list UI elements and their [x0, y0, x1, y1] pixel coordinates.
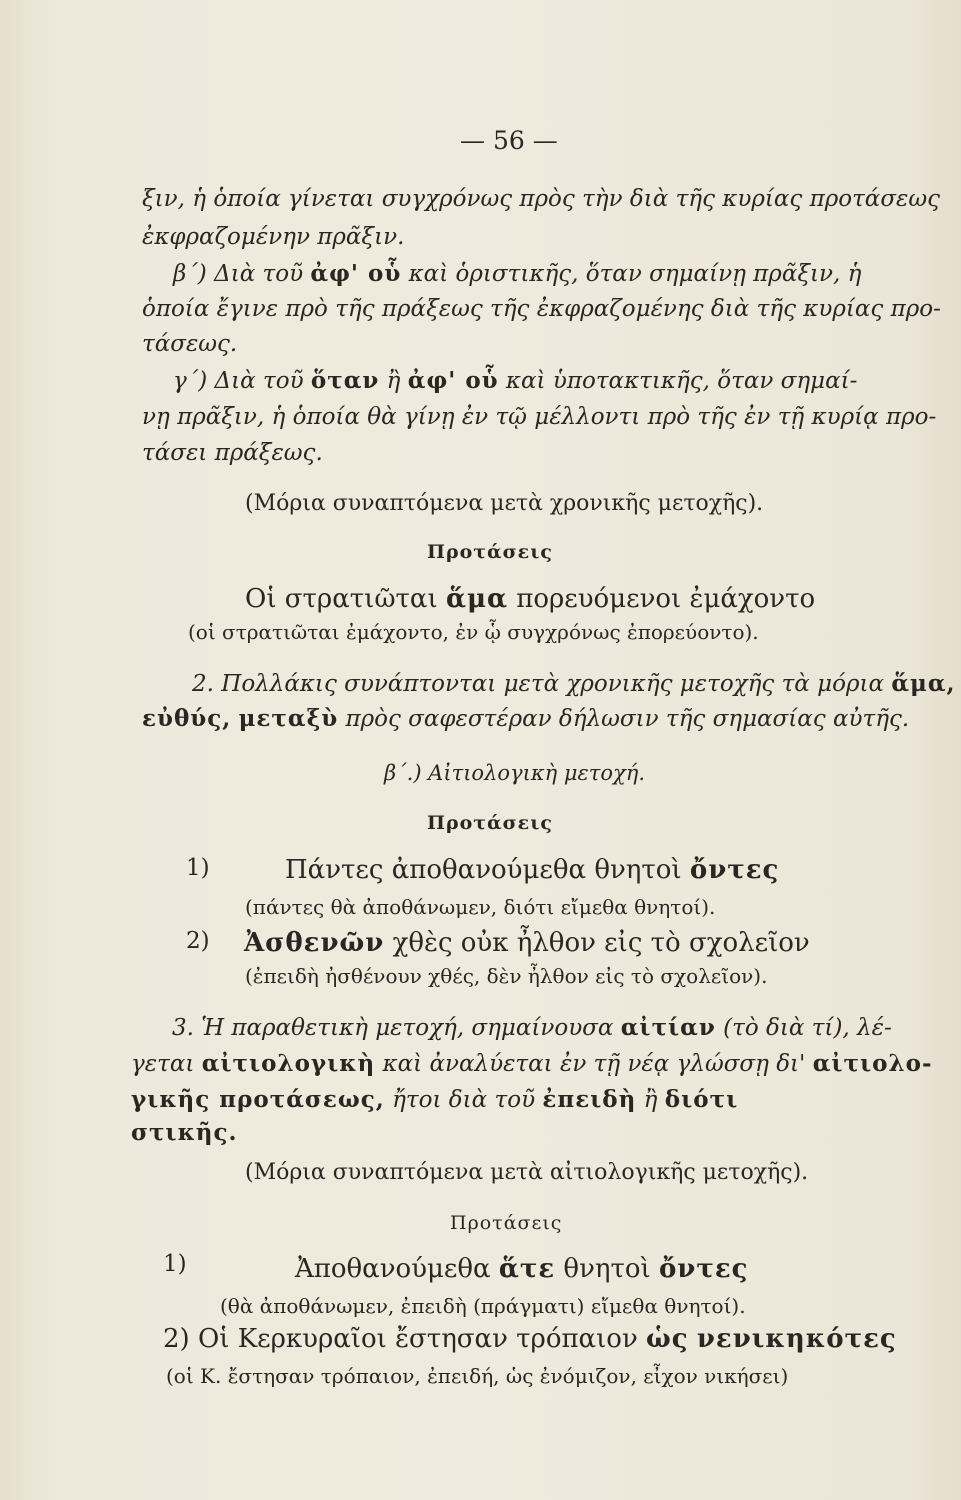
example-number: 1) — [186, 855, 210, 881]
text-line: γεται αἰτιολογικὴ καὶ ἀναλύεται ἐν τῇ νέᾳ γλώσσῃ δι' αἰτιολο- — [131, 1050, 933, 1077]
example-number: 2) — [186, 928, 210, 954]
text-line: 2. Πολλάκις συνάπτονται μετὰ χρονικῆς μετοχῆς τὰ μόρια ἅμα, — [192, 670, 956, 697]
example-gloss: (ἐπειδὴ ἠσθένουν χθές, δὲν ἦλθον εἰς τὸ σχολεῖον). — [245, 964, 768, 988]
page-number: — 56 — — [460, 126, 558, 155]
text-line: τάσει πράξεως. — [142, 440, 323, 466]
example-gloss: (οἱ στρατιῶται ἐμάχοντο, ἐν ᾧ συγχρόνως ἐπορεύοντο). — [188, 620, 759, 644]
example-line: Ἀσθενῶν χθὲς οὐκ ἦλθον εἰς τὸ σχολεῖον — [244, 928, 810, 958]
example-line: 2) Οἱ Κερκυραῖοι ἔστησαν τρόπαιον ὡς νενικηκότες — [163, 1324, 897, 1354]
text-line: νῃ πρᾶξιν, ἡ ὁποία θὰ γίνῃ ἐν τῷ μέλλοντι πρὸ τῆς ἐν τῇ κυρίᾳ προ- — [142, 404, 937, 430]
subsection-title: β΄.) Αἰτιολογικὴ μετοχή. — [384, 761, 646, 785]
text-line: εὐθύς, μεταξὺ πρὸς σαφεστέραν δήλωσιν τῆς σημασίας αὐτῆς. — [142, 705, 910, 732]
section-heading: Προτάσεις — [450, 1212, 563, 1234]
text-line: β΄) Διὰ τοῦ ἀφ' οὗ καὶ ὁριστικῆς, ὅταν σημαίνῃ πρᾶξιν, ἡ — [173, 260, 862, 287]
example-line: Ἀποθανούμεθα ἅτε θνητοὶ ὄντες — [295, 1254, 749, 1284]
example-number: 1) — [163, 1251, 187, 1277]
example-line: Πάντες ἀποθανούμεθα θνητοὶ ὄντες — [285, 855, 780, 885]
section-heading: Προτάσεις — [427, 541, 553, 563]
example-gloss: (οἱ Κ. ἔστησαν τρόπαιον, ἐπειδή, ὡς ἐνόμιζον, εἶχον νικήσει) — [166, 1364, 789, 1388]
example-gloss: (πάντες θὰ ἀποθάνωμεν, διότι εἴμεθα θνητοί). — [245, 895, 716, 919]
text-line: γικῆς προτάσεως, ἤτοι διὰ τοῦ ἐπειδὴ ἢ διότι — [131, 1086, 739, 1113]
text-line: στικῆς. — [131, 1119, 238, 1146]
note-line: (Μόρια συναπτόμενα μετὰ χρονικῆς μετοχῆς). — [245, 491, 764, 516]
example-line: Οἱ στρατιῶται ἅμα πορευόμενοι ἐμάχοντο — [245, 584, 816, 614]
text-line: ξιν, ἡ ὁποία γίνεται συγχρόνως πρὸς τὴν διὰ τῆς κυρίας προτάσεως — [142, 186, 941, 212]
text-line: ἐκφραζομένην πρᾶξιν. — [142, 224, 405, 250]
section-heading: Προτάσεις — [427, 812, 553, 834]
note-line: (Μόρια συναπτόμενα μετὰ αἰτιολογικῆς μετοχῆς). — [245, 1160, 809, 1185]
text-line: γ΄) Διὰ τοῦ ὅταν ἢ ἀφ' οὗ καὶ ὑποτακτικῆς, ὅταν σημαί- — [173, 367, 858, 394]
example-gloss: (θὰ ἀποθάνωμεν, ἐπειδὴ (πράγματι) εἴμεθα θνητοί). — [220, 1294, 746, 1318]
text-line: ὁποία ἔγινε πρὸ τῆς πράξεως τῆς ἐκφραζομένης διὰ τῆς κυρίας προ- — [142, 296, 941, 322]
text-line: τάσεως. — [142, 331, 238, 357]
text-line: 3. Ἡ παραθετικὴ μετοχή, σημαίνουσα αἰτίαν (τὸ διὰ τί), λέ- — [172, 1014, 892, 1041]
